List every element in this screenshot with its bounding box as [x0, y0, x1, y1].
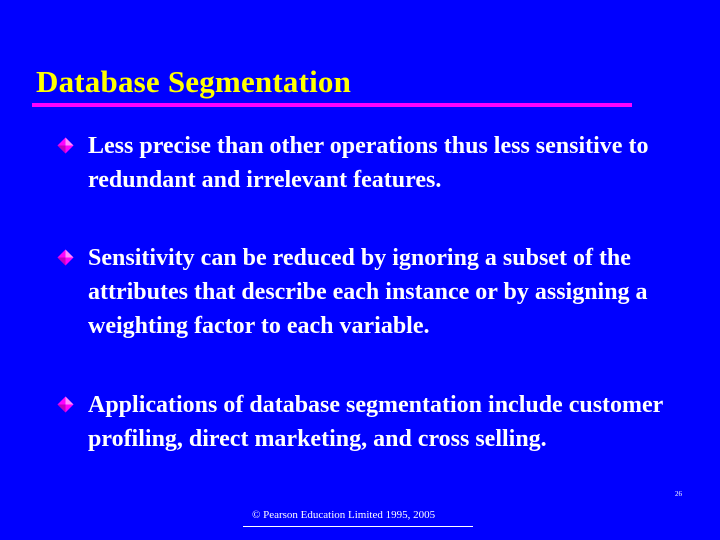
page-number: 26 — [675, 490, 682, 498]
slide-title: Database Segmentation — [36, 64, 352, 99]
bullet-text: Less precise than other operations thus less sensitive to redundant and irrelevant features. — [88, 133, 649, 193]
bullet-text: Applications of database segmentation include customer profiling, direct marketing, and cross selling. — [88, 392, 663, 452]
diamond-bullet-icon — [57, 396, 74, 413]
diamond-bullet-icon — [57, 137, 74, 154]
bullet-item — [57, 388, 677, 456]
bullet-item — [57, 241, 677, 343]
footer-underline — [243, 526, 473, 527]
bullet-item — [57, 129, 677, 197]
bullet-text: Sensitivity can be reduced by ignoring a subset of the attributes that describe each instance or by assigning a weighting factor to each variable. — [88, 245, 648, 339]
footer-copyright: © Pearson Education Limited 1995, 2005 — [252, 509, 436, 521]
diamond-bullet-icon — [57, 249, 74, 266]
